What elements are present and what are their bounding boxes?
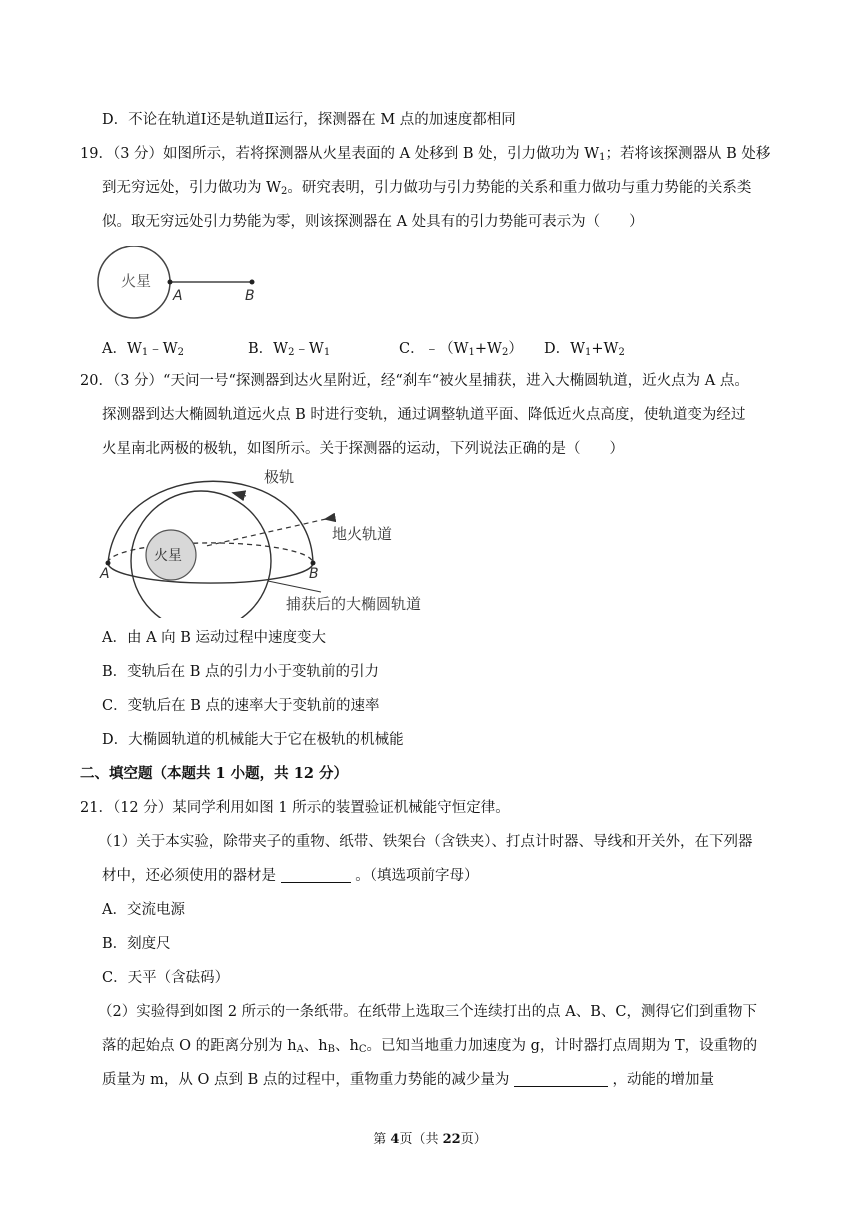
q19-opt-d-sub2: 2 bbox=[618, 347, 625, 358]
trajectory-arrow bbox=[326, 518, 332, 519]
q20-stem-line1: 20．（3 分）“天问一号“探测器到达火星附近，经“刹车“被火星捕获，进入大椭圆轨道，近火点为 A 点。 bbox=[80, 373, 749, 389]
q19-opt-b-pre: B．W bbox=[248, 341, 289, 357]
q19-stem-line3: 似。取无穷远处引力势能为零，则该探测器在 A 处具有的引力势能可表示为（ ） bbox=[102, 214, 644, 230]
q19-option-d bbox=[544, 337, 625, 358]
q19-opt-c-post: ） bbox=[508, 341, 523, 357]
captured-leader bbox=[268, 581, 321, 592]
q19-point-b bbox=[250, 280, 255, 285]
q21-part1-text-a: 材中，还必须使用的器材是 bbox=[102, 868, 281, 884]
q20-stem-line3: 火星南北两极的极轨，如图所示。关于探测器的运动，下列说法正确的是（ ） bbox=[102, 441, 624, 457]
q21-option-b: B．刻度尺 bbox=[102, 936, 171, 952]
earth-mars-label: 地火轨道 bbox=[332, 525, 393, 543]
q20-label-a: A bbox=[100, 566, 110, 582]
q21-p2-line3-a: 质量为 m，从 O 点到 B 点的过程中，重物重力势能的减少量为 bbox=[102, 1072, 514, 1088]
q20-option-a: A．由 A 向 B 运动过程中速度变大 bbox=[102, 630, 327, 646]
q19-option-b bbox=[248, 337, 330, 358]
q20-option-b: B．变轨后在 B 点的引力小于变轨前的引力 bbox=[102, 664, 380, 680]
q19-opt-d-pre: D．W bbox=[544, 341, 586, 357]
q21-part1-text-b: 。（填选项前字母） bbox=[350, 868, 479, 884]
q21-p2-line3-b: ，动能的增加量 bbox=[607, 1072, 715, 1088]
section-title: 二、填空题（本题共 1 小题，共 12 分） bbox=[80, 765, 348, 782]
page-footer bbox=[0, 1128, 860, 1147]
q19-opt-c-sub2: 2 bbox=[501, 347, 509, 358]
q19-option-a bbox=[102, 337, 184, 358]
captured-ellipse-arc bbox=[108, 481, 313, 563]
q19-line2-text: 到无穷远处，引力做功为 W bbox=[102, 180, 282, 196]
q19-label-b: B bbox=[245, 288, 255, 304]
q21-p2-sub-b: B bbox=[327, 1044, 335, 1055]
q20-figure bbox=[96, 466, 426, 618]
q19-opt-c-mid: +W bbox=[474, 341, 502, 357]
q21-part2-line3 bbox=[102, 1070, 714, 1090]
footer-post: 页） bbox=[460, 1132, 487, 1147]
q21-p2-sep1: 、h bbox=[303, 1038, 328, 1054]
q19-opt-d-mid: +W bbox=[591, 341, 619, 357]
q19-label-a: A bbox=[173, 288, 183, 304]
q19-opt-a-sub1: 1 bbox=[141, 347, 149, 358]
ellipse-front bbox=[108, 563, 313, 583]
polar-orbit-arrow bbox=[234, 493, 246, 496]
q21-part1-line2 bbox=[102, 866, 478, 886]
q19-stem-line2 bbox=[102, 178, 751, 202]
q19-opt-d-sub1: 1 bbox=[585, 347, 592, 358]
q19-stem-line1 bbox=[80, 144, 770, 168]
q19-line1-text: 19．（3 分）如图所示，若将探测器从火星表面的 A 处移到 B 处，引力做功为 W bbox=[80, 146, 600, 162]
q20-point-b bbox=[311, 561, 316, 566]
q19-line1-tail: ；若将该探测器从 B 处移 bbox=[605, 146, 771, 162]
q19-opt-c-sub1: 1 bbox=[468, 347, 475, 358]
q20-point-a bbox=[106, 561, 111, 566]
q19-figure bbox=[96, 246, 276, 324]
q21-option-c: C．天平（含砝码） bbox=[102, 970, 230, 986]
polar-orbit-label: 极轨 bbox=[264, 468, 295, 486]
q19-opt-b-mid: ﹣W bbox=[294, 341, 324, 357]
q20-option-d: D．大椭圆轨道的机械能大于它在极轨的机械能 bbox=[102, 732, 404, 748]
q21-p2-sub-c: C bbox=[358, 1044, 367, 1055]
q21-part1-line1: （1）关于本实验，除带夹子的重物、纸带、铁架台（含铁夹）、打点计时器、导线和开关外，在下列器 bbox=[98, 834, 753, 850]
q19-opt-a-sub2: 2 bbox=[177, 347, 185, 358]
q19-opt-b-sub2: 1 bbox=[323, 347, 331, 358]
q20-planet-label: 火星 bbox=[154, 548, 182, 564]
footer-pre: 第 bbox=[373, 1132, 391, 1147]
footer-total-pages: 22 bbox=[442, 1132, 461, 1147]
q19-opt-a-mid: ﹣W bbox=[148, 341, 178, 357]
q19-opt-b-sub1: 2 bbox=[288, 347, 295, 358]
earth-mars-trajectory bbox=[206, 519, 326, 546]
answer-blank-2[interactable] bbox=[514, 1070, 608, 1087]
ellipse-back-dashed bbox=[108, 543, 313, 563]
q20-option-c: C．变轨后在 B 点的速率大于变轨前的速率 bbox=[102, 698, 380, 714]
q21-part2-line1: （2）实验得到如图 2 所示的一条纸带。在纸带上选取三个连续打出的点 A、B、C，测得它们到重物下 bbox=[98, 1004, 757, 1020]
q19-opt-a-pre: A．W bbox=[102, 341, 142, 357]
q21-stem: 21．（12 分）某同学利用如图 1 所示的装置验证机械能守恒定律。 bbox=[80, 800, 510, 816]
captured-orbit-label: 捕获后的大椭圆轨道 bbox=[286, 595, 422, 613]
q19-line2-sub: 2 bbox=[281, 186, 288, 197]
q19-point-a bbox=[168, 280, 173, 285]
q21-p2-text-a: 落的起始点 O 的距离分别为 h bbox=[102, 1038, 297, 1054]
q21-p2-sep2: 、h bbox=[335, 1038, 359, 1054]
q21-p2-text-b: 。已知当地重力加速度为 g，计时器打点周期为 T，设重物的 bbox=[366, 1038, 758, 1054]
footer-page-number: 4 bbox=[390, 1132, 400, 1147]
q19-line2-tail: 。研究表明，引力做功与引力势能的关系和重力做功与重力势能的关系类 bbox=[287, 180, 752, 196]
q20-stem-line2: 探测器到达大椭圆轨道远火点 B 时进行变轨，通过调整轨道平面、降低近火点高度，使轨道变为经过 bbox=[102, 407, 746, 423]
q19-opt-c-pre: C．﹣（W bbox=[399, 341, 469, 357]
q21-p2-sub-a: A bbox=[296, 1044, 304, 1055]
q18-option-d: D．不论在轨道Ⅰ还是轨道Ⅱ运行，探测器在 M 点的加速度都相同 bbox=[102, 112, 516, 128]
footer-mid: 页（共 bbox=[399, 1132, 443, 1147]
q19-planet-label: 火星 bbox=[121, 272, 152, 290]
q19-line1-sub: 1 bbox=[599, 152, 606, 163]
answer-blank-1[interactable] bbox=[281, 866, 351, 883]
q21-part2-line2 bbox=[102, 1036, 757, 1060]
q20-label-b: B bbox=[309, 566, 319, 582]
q21-option-a: A．交流电源 bbox=[102, 902, 185, 918]
q19-option-c bbox=[399, 337, 523, 358]
